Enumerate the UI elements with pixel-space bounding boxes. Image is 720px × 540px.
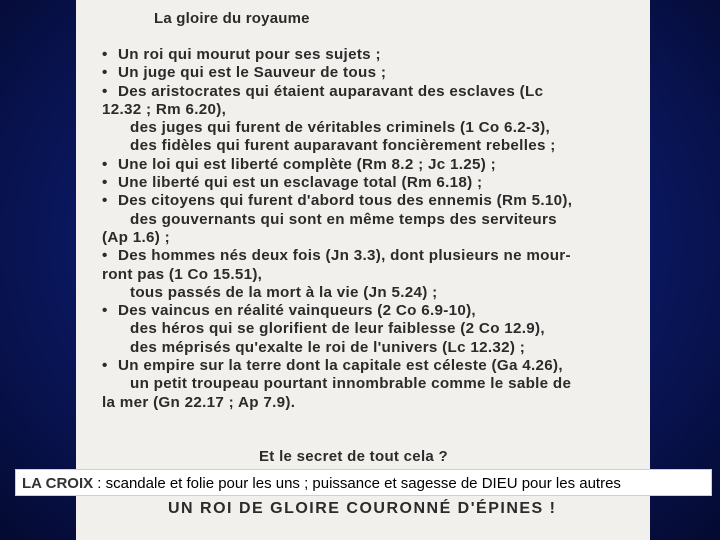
line-text: 12.32 ; Rm 6.20), — [102, 100, 227, 118]
bullet-icon: • — [102, 357, 108, 375]
bullet-line — [102, 46, 622, 64]
bullet-line — [102, 83, 622, 101]
bullet-line — [102, 247, 622, 265]
page-title: La gloire du royaume — [154, 10, 310, 27]
continuation-line — [102, 101, 622, 119]
caption-text: : scandale et folie pour les uns ; puissance et sagesse de DIEU pour les autres — [93, 475, 621, 492]
continuation-line — [102, 394, 622, 412]
line-text: des méprisés qu'exalte le roi de l'univers (Lc 12.32) ; — [130, 338, 526, 356]
line-text: un petit troupeau pourtant innombrable comme le sable de — [130, 375, 572, 393]
caption-lead: LA CROIX — [22, 475, 94, 492]
caption-bar — [15, 469, 712, 496]
continuation-line — [102, 266, 622, 284]
line-text: tous passés de la mort à la vie (Jn 5.24) ; — [130, 283, 438, 301]
line-text: des fidèles qui furent auparavant foncièrement rebelles ; — [130, 137, 556, 155]
bullet-list — [102, 46, 622, 412]
bullet-line — [102, 64, 622, 82]
bullet-line — [102, 302, 622, 320]
bullet-line — [102, 174, 622, 192]
bullet-icon: • — [102, 174, 108, 192]
line-text: Des aristocrates qui étaient auparavant des esclaves (Lc — [118, 82, 544, 100]
line-text: (Ap 1.6) ; — [102, 228, 170, 246]
continuation-line — [102, 375, 622, 393]
line-text: Un juge qui est le Sauveur de tous ; — [118, 64, 387, 82]
bullet-icon: • — [102, 302, 108, 320]
continuation-line — [102, 229, 622, 247]
line-text: Des hommes nés deux fois (Jn 3.3), dont plusieurs ne mour- — [118, 247, 571, 265]
bullet-icon: • — [102, 192, 108, 210]
bullet-icon: • — [102, 46, 108, 63]
bullet-icon: • — [102, 155, 108, 173]
continuation-line — [102, 119, 622, 137]
line-text: Des citoyens qui furent d'abord tous des ennemis (Rm 5.10), — [118, 192, 573, 210]
line-text: Un empire sur la terre dont la capitale est céleste (Ga 4.26), — [118, 357, 563, 375]
bullet-icon: • — [102, 82, 108, 100]
line-text: Des vaincus en réalité vainqueurs (2 Co 6.9-10), — [118, 302, 476, 320]
bullet-icon: • — [102, 64, 108, 82]
bullet-line — [102, 156, 622, 174]
line-text: ront pas (1 Co 15.51), — [102, 265, 263, 283]
scanned-page — [76, 0, 650, 540]
line-text: des gouvernants qui sont en même temps des serviteurs — [130, 210, 557, 228]
line-text: Une loi qui est liberté complète (Rm 8.2 ; Jc 1.25) ; — [118, 155, 496, 173]
secret-question: Et le secret de tout cela ? — [259, 448, 448, 465]
continuation-line — [102, 339, 622, 357]
continuation-line — [102, 320, 622, 338]
continuation-line — [102, 211, 622, 229]
line-text: la mer (Gn 22.17 ; Ap 7.9). — [102, 393, 296, 411]
bullet-line — [102, 192, 622, 210]
bullet-line — [102, 357, 622, 375]
line-text: Une liberté qui est un esclavage total (Rm 6.18) ; — [118, 174, 483, 192]
line-text: des juges qui furent de véritables criminels (1 Co 6.2-3), — [130, 119, 550, 137]
bullet-icon: • — [102, 247, 108, 265]
line-text: Un roi qui mourut pour ses sujets ; — [118, 46, 381, 63]
line-text: des héros qui se glorifient de leur faiblesse (2 Co 12.9), — [130, 320, 545, 338]
closing-headline: UN ROI DE GLOIRE COURONNÉ D'ÉPINES ! — [168, 500, 557, 517]
continuation-line — [102, 284, 622, 302]
continuation-line — [102, 137, 622, 155]
